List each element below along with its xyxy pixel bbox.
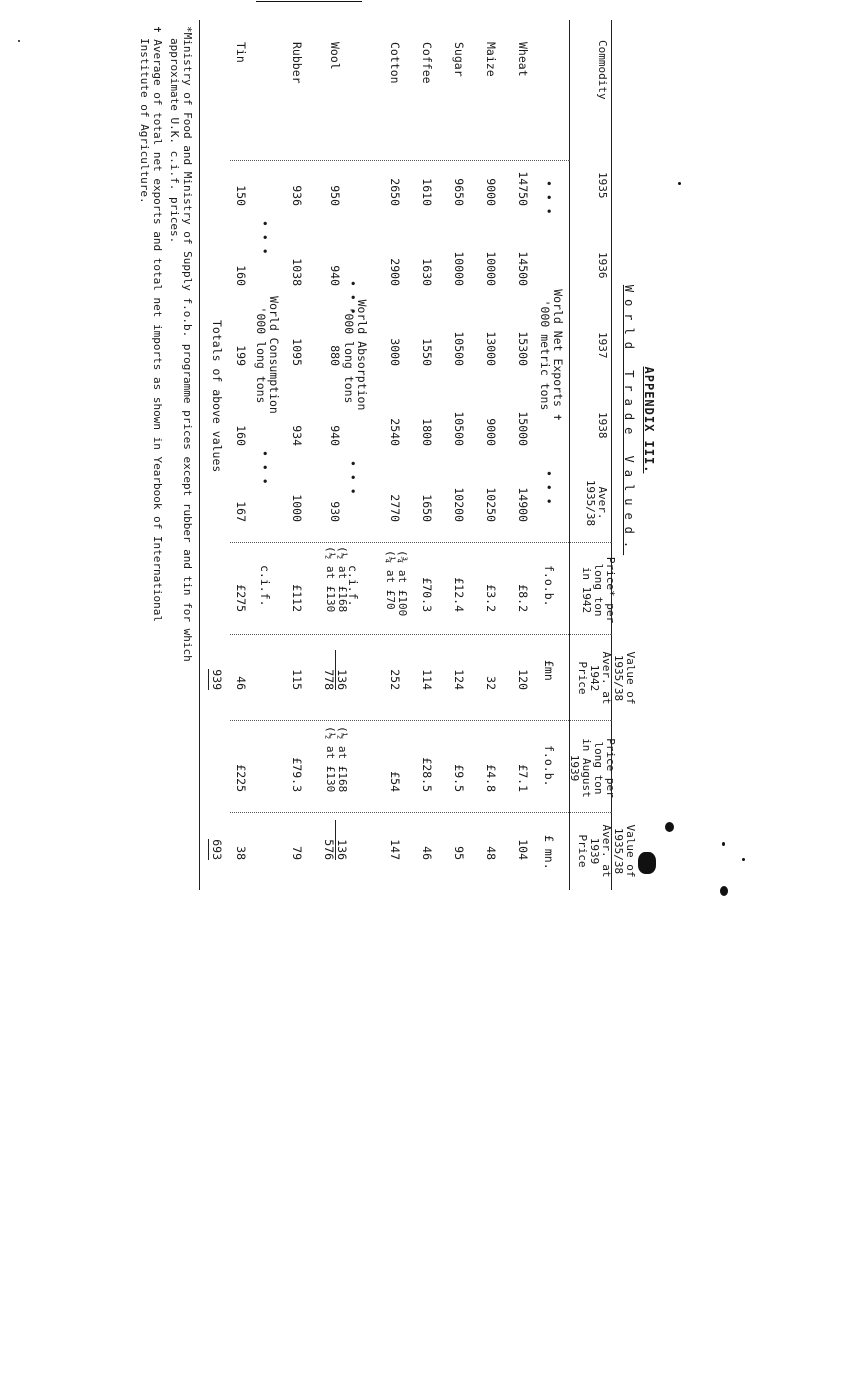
value-1938: 9000	[484, 418, 498, 446]
header-value-1939-line5: Price	[576, 834, 589, 868]
table-row-rubber	[284, 20, 304, 890]
dots-left-3: • • •	[258, 220, 272, 255]
price-1939: £79.3	[290, 757, 304, 792]
value-1942: 120	[516, 669, 530, 690]
value-1935: 950	[328, 185, 342, 206]
header-value-1939-line4: 1939	[588, 837, 601, 865]
price-1939: £54	[388, 771, 402, 792]
value-1937: 880	[328, 345, 342, 366]
header-value-1939	[576, 816, 636, 886]
header-rule	[569, 20, 570, 890]
value-1937: 3000	[388, 338, 402, 366]
value-1935: 14750	[516, 171, 530, 206]
price-1942: £275	[234, 584, 248, 612]
value-1938: 15000	[516, 411, 530, 446]
table-row-wheat	[510, 20, 530, 890]
footnote-star-line2: approximate U.K. c.i.f. prices.	[168, 38, 181, 244]
price-1942-split	[384, 550, 408, 616]
header-price-1939	[568, 723, 616, 813]
rotated-table-sheet	[100, 20, 660, 890]
value-1939: 38	[234, 846, 248, 860]
header-price-1939-line4: 1939	[568, 754, 581, 782]
price-1942-split-a: (¾ at £100	[396, 550, 409, 617]
value-1938: 160	[234, 425, 248, 446]
price-1942: £12.4	[452, 577, 466, 612]
table-subtitle: World Trade Valued.	[622, 284, 636, 556]
footnote-star	[168, 26, 194, 662]
commodity-name: Sugar	[452, 42, 466, 77]
header-price-1942-line3: in 1942	[580, 566, 593, 614]
value-1939: 46	[420, 846, 434, 860]
value-1937: 1095	[290, 338, 304, 366]
ink-speck	[722, 842, 725, 846]
value-1942: 46	[234, 676, 248, 690]
subtotal-1942: 778	[323, 650, 336, 690]
header-price-1939-line3: in August	[580, 738, 593, 798]
value-1939: 48	[484, 846, 498, 860]
fob-note-1939: f.o.b.	[542, 745, 556, 787]
fob-note-1942: f.o.b.	[542, 565, 556, 607]
price-1939: £28.5	[420, 757, 434, 792]
header-price-1939-line1: Price per	[604, 738, 617, 798]
ink-spot	[665, 822, 674, 832]
value-1936: 160	[234, 265, 248, 286]
value-average: 14900	[516, 487, 530, 522]
price-1939: £9.5	[452, 764, 466, 792]
price-1942-split	[324, 546, 348, 612]
value-1942: 32	[484, 676, 498, 690]
value-1936: 10000	[484, 251, 498, 286]
section-absorption-line1: World Absorption	[355, 299, 369, 411]
price-1939: £225	[234, 764, 248, 792]
price-1939-split-a: (½ at £168	[336, 726, 349, 793]
value-1942: 124	[452, 669, 466, 690]
value-average: 1000	[290, 494, 304, 522]
value-1935: 936	[290, 185, 304, 206]
header-commodity: Commodity	[596, 40, 609, 100]
section-net-exports-line1: World Net Exports ✝	[551, 289, 565, 421]
dots-right-2: • • •	[346, 460, 360, 495]
table-row-tin	[228, 20, 248, 890]
total-1939	[210, 820, 224, 860]
value-1942: 252	[388, 669, 402, 690]
header-value-1942-line5: Price	[576, 661, 589, 695]
header-1935: 1935	[596, 172, 609, 199]
value-1937: 10500	[452, 331, 466, 366]
value-1936: 1038	[290, 258, 304, 286]
header-price-1939-line2: long ton	[592, 741, 605, 795]
value-1937: 199	[234, 345, 248, 366]
table-row-sugar	[446, 20, 466, 890]
value-1939: 147	[388, 839, 402, 860]
value-1937: 13000	[484, 331, 498, 366]
header-value-1942-line1: Value of	[624, 651, 637, 705]
price-1939-split-b: (½ at £130	[324, 726, 337, 793]
value-average: 10200	[452, 487, 466, 522]
header-value-1942-line4: 1942	[588, 664, 601, 692]
section-absorption-line2: '000 long tons	[342, 306, 356, 404]
unit-mn-1939: £ mn.	[542, 835, 556, 870]
scan-edge-mark	[256, 1, 362, 2]
value-1942-with-subtotal	[323, 650, 348, 690]
table-row-coffee	[414, 20, 434, 890]
header-average-line2: 1935/38	[584, 479, 597, 527]
header-value-1942-line2: 1935/38	[612, 654, 625, 702]
value-1939: 79	[290, 846, 304, 860]
value-average: 930	[328, 501, 342, 522]
value-1937: 1550	[420, 338, 434, 366]
table-row-maize	[478, 20, 498, 890]
commodity-name: Coffee	[420, 42, 434, 84]
dots-right-3: • • •	[258, 450, 272, 485]
commodity-name: Rubber	[290, 42, 304, 84]
value-1938: 934	[290, 425, 304, 446]
value-1942: 115	[290, 669, 304, 690]
ink-speck	[742, 858, 745, 861]
header-price-1942-line1: Price* per	[604, 556, 617, 624]
commodity-name: Wool	[328, 42, 342, 70]
value-1936: 2900	[388, 258, 402, 286]
unit-mn-1942: £mn	[542, 660, 556, 681]
dots-left-1: • • •	[542, 180, 556, 215]
value-1936: 1630	[420, 258, 434, 286]
ink-spot	[720, 886, 728, 896]
header-average-line1: Aver.	[596, 486, 609, 520]
value-average: 167	[234, 501, 248, 522]
price-1939: £7.1	[516, 764, 530, 792]
header-value-1942	[576, 638, 636, 718]
price-1939-split	[324, 726, 348, 792]
value-1939-with-subtotal	[323, 820, 348, 860]
section-consumption-line1: World Consumption	[267, 296, 281, 414]
section-net-exports-line2: '000 metric tons	[538, 299, 552, 411]
value-1939: 95	[452, 846, 466, 860]
bottom-rule	[199, 20, 200, 890]
price-1942: £8.2	[516, 584, 530, 612]
total-1942	[210, 650, 224, 690]
header-value-1939-line2: 1935/38	[612, 827, 625, 875]
header-1938: 1938	[596, 412, 609, 439]
cif-note-wool: c.i.f.	[346, 565, 360, 607]
footnote-dagger-line2: Institute of Agriculture.	[138, 38, 151, 204]
value-average: 2770	[388, 494, 402, 522]
header-average	[584, 468, 608, 538]
value-1942: 136	[335, 669, 349, 690]
value-1936: 14500	[516, 251, 530, 286]
ink-smudge	[638, 852, 656, 874]
header-value-1942-line3: Aver. at	[600, 651, 613, 705]
footnote-dagger	[138, 26, 164, 622]
price-1942-split-b: (¼ at £70	[384, 550, 397, 610]
value-average: 1650	[420, 494, 434, 522]
ink-speck	[678, 182, 681, 185]
commodity-name: Cotton	[388, 42, 402, 84]
header-1936: 1936	[596, 252, 609, 279]
value-1936: 10000	[452, 251, 466, 286]
section-consumption-line2: '000 long tons	[254, 306, 268, 404]
ink-speck	[18, 40, 20, 42]
commodity-name: Maize	[484, 42, 498, 77]
dots-right-1: • • •	[542, 470, 556, 505]
total-1939-value: 693	[210, 839, 224, 860]
price-1942: £3.2	[484, 584, 498, 612]
value-1938: 940	[328, 425, 342, 446]
table-row-cotton	[374, 20, 409, 890]
value-1938: 10500	[452, 411, 466, 446]
value-1935: 2650	[388, 178, 402, 206]
value-1938: 2540	[388, 418, 402, 446]
header-value-1939-line1: Value of	[624, 824, 637, 878]
commodity-name: Wheat	[516, 42, 530, 77]
price-1942: £70.3	[420, 577, 434, 612]
header-price-1942-line2: long ton	[592, 563, 605, 617]
value-1938: 1800	[420, 418, 434, 446]
header-value-1939-line3: Aver. at	[600, 824, 613, 878]
value-1936: 940	[328, 265, 342, 286]
price-1942-split-b: (½ at £130	[324, 546, 337, 613]
value-average: 10250	[484, 487, 498, 522]
dots-left-2: • • •	[346, 280, 360, 315]
value-1939: 136	[335, 839, 349, 860]
price-1942: £112	[290, 584, 304, 612]
value-1935: 1610	[420, 178, 434, 206]
totals-label: Totals of above values	[210, 320, 224, 473]
appendix-title: APPENDIX III.	[642, 366, 656, 474]
footnote-dagger-line1: ✝ Average of total net exports and total net imports as shown in Yearbook of International	[151, 26, 164, 623]
value-1935: 9000	[484, 178, 498, 206]
value-1939: 104	[516, 839, 530, 860]
cif-note-tin: c.i.f.	[258, 565, 272, 607]
header-1937: 1937	[596, 332, 609, 359]
total-1942-value: 939	[210, 669, 224, 690]
price-1942-split-a: (½ at £168	[336, 546, 349, 613]
subtotal-1939: 576	[323, 820, 336, 860]
value-1937: 15300	[516, 331, 530, 366]
value-1942: 114	[420, 669, 434, 690]
header-price-1942	[580, 545, 616, 635]
price-1939: £4.8	[484, 764, 498, 792]
value-1935: 9650	[452, 178, 466, 206]
footnote-star-line1: *Ministry of Food and Ministry of Supply f.o.b. programme prices except rubber and tin for which	[181, 26, 194, 662]
value-1935: 150	[234, 185, 248, 206]
commodity-name: Tin	[234, 42, 248, 63]
